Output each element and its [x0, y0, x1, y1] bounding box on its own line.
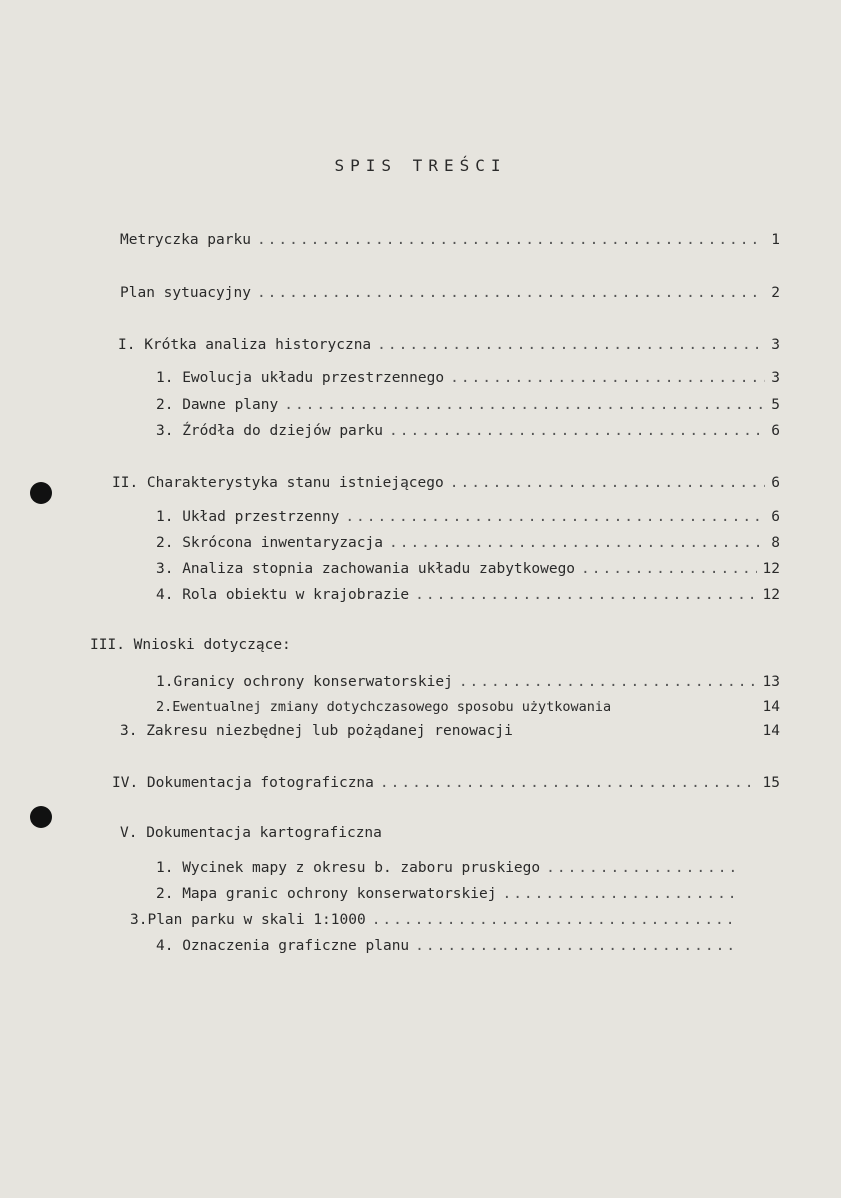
toc-page-number: 6: [771, 423, 780, 439]
toc-page-number: 15: [762, 775, 780, 791]
toc-page-number: 14: [762, 699, 780, 715]
toc-entry-text: 1.Granicy ochrony konserwatorskiej: [156, 674, 453, 690]
toc-entry: [120, 285, 780, 307]
toc-entry-text: 1. Ewolucja układu przestrzennego: [156, 370, 445, 386]
toc-entry-text: Metryczka parku: [120, 232, 251, 248]
toc-entry: [120, 723, 780, 745]
toc-entry-text: 1. Wycinek mapy z okresu b. zaboru pruskiego: [156, 860, 541, 876]
punch-hole-icon: [30, 482, 52, 504]
toc-entry: [130, 912, 740, 934]
toc-leader: [415, 938, 734, 954]
toc-entry: [156, 938, 740, 960]
toc-entry: [156, 674, 780, 696]
toc-page-number: 6: [771, 475, 780, 491]
toc-leader: [581, 561, 757, 577]
toc-entry-text: II. Charakterystyka stanu istniejącego: [112, 475, 444, 491]
toc-leader: [377, 337, 765, 353]
toc-leader: [502, 886, 734, 902]
toc-entry-text: Plan sytuacyjny: [120, 285, 251, 301]
toc-leader: [389, 535, 765, 551]
toc-entry: [156, 886, 740, 908]
toc-entry: [156, 535, 780, 557]
toc-entry-text: 2.Ewentualnej zmiany dotychczasowego sposobu użytkowania: [156, 699, 612, 715]
toc-entry-text: 4. Rola obiektu w krajobrazie: [156, 587, 410, 603]
toc-entry: [156, 587, 780, 609]
toc-page-number: 5: [771, 397, 780, 413]
toc-leader: [372, 912, 734, 928]
toc-page-number: 6: [771, 509, 780, 525]
toc-page-number: 2: [771, 285, 780, 301]
toc-entry-text: 2. Mapa granic ochrony konserwatorskiej: [156, 886, 497, 902]
toc-page-number: 12: [762, 561, 780, 577]
toc-entry: [156, 509, 780, 531]
toc-leader: [257, 285, 764, 301]
toc-leader: [345, 509, 765, 525]
toc-page-number: 14: [762, 723, 780, 739]
punch-hole-icon: [30, 806, 52, 828]
toc-entry: [156, 423, 780, 445]
toc-entry: [156, 561, 780, 583]
toc-entry-text: III. Wnioski dotyczące:: [90, 637, 291, 653]
toc-entry: [118, 337, 780, 359]
toc-page-number: 13: [762, 674, 780, 690]
toc-leader: [450, 475, 766, 491]
toc-entry: [156, 699, 780, 721]
toc-entry-text: 3. Analiza stopnia zachowania układu zabytkowego: [156, 561, 576, 577]
toc-leader: [257, 232, 764, 248]
toc-entry: [156, 860, 740, 882]
toc-entry: [112, 475, 780, 497]
toc-leader: [389, 423, 765, 439]
page-title: SPIS TREŚCI: [334, 156, 507, 175]
toc-entry-text: 2. Dawne plany: [156, 397, 279, 413]
toc-entry-text: 4. Oznaczenia graficzne planu: [156, 938, 410, 954]
toc-page-number: 3: [771, 370, 780, 386]
toc-leader: [284, 397, 764, 413]
toc-leader: [450, 370, 765, 386]
toc-page-number: 8: [771, 535, 780, 551]
toc-entry-text: 3.Plan parku w skali 1:1000: [130, 912, 366, 928]
toc-entry: [156, 397, 780, 419]
toc-page-number: 1: [771, 232, 780, 248]
toc-entry-text: I. Krótka analiza historyczna: [118, 337, 372, 353]
toc-leader: [546, 860, 734, 876]
toc-entry-text: V. Dokumentacja kartograficzna: [120, 825, 382, 841]
toc-leader: [459, 674, 757, 690]
toc-page-number: 3: [771, 337, 780, 353]
toc-entry-text: 1. Układ przestrzenny: [156, 509, 340, 525]
toc-entry-text: 3. Źródła do dziejów parku: [156, 423, 383, 439]
toc-entry: [120, 232, 780, 254]
toc-leader: [380, 775, 757, 791]
toc-page-number: 12: [762, 587, 780, 603]
toc-entry: [112, 775, 780, 797]
toc-entry: [156, 370, 780, 392]
toc-leader: [415, 587, 756, 603]
toc-entry-text: IV. Dokumentacja fotograficzna: [112, 775, 374, 791]
toc-entry-text: 2. Skrócona inwentaryzacja: [156, 535, 383, 551]
toc-entry-text: 3. Zakresu niezbędnej lub pożądanej renowacji: [120, 723, 513, 739]
